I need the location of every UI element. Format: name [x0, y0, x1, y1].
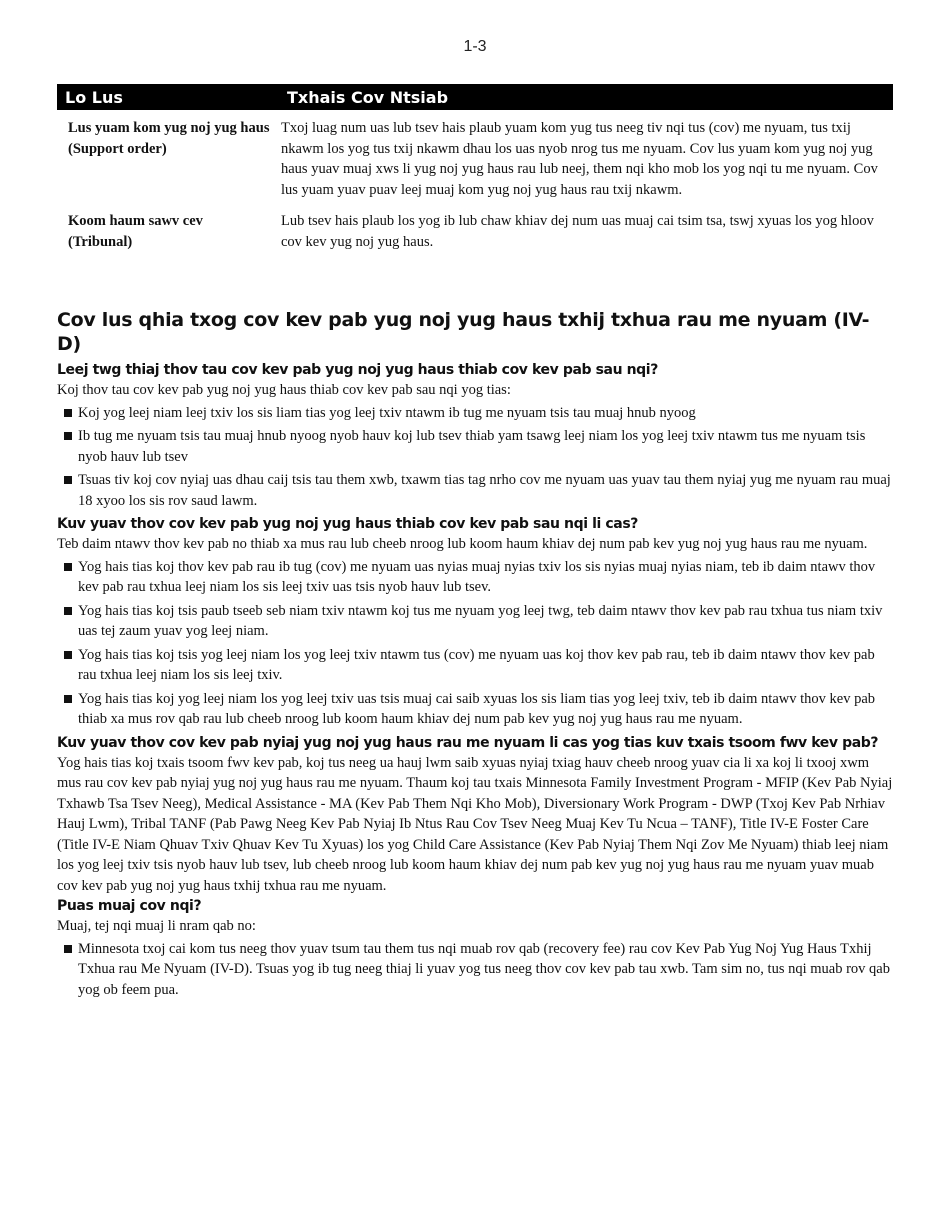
bullet-list — [57, 939, 893, 1001]
square-bullet-icon — [64, 476, 72, 484]
question-intro: Teb daim ntawv thov kev pab no thiab xa mus rau lub cheeb nroog lub koom haum khiav dej num pab kev yug noj yug haus rau me nyuam. — [57, 536, 868, 552]
list-item-text: Koj yog leej niam leej txiv los sis liam tias yog leej txiv ntawm ib tug me nyuam tsis tau muaj hnub nyoog — [78, 404, 696, 421]
list-item — [57, 557, 893, 598]
square-bullet-icon — [64, 695, 72, 703]
question-heading: Kuv yuav thov cov kev pab yug noj yug haus thiab cov kev pab sau nqi li cas? — [57, 516, 638, 532]
header-term: Lo Lus — [65, 87, 123, 107]
bullet-list — [57, 403, 893, 512]
question-heading: Leej twg thiaj thov tau cov kev pab yug noj yug haus thiab cov kev pab sau nqi? — [57, 362, 658, 378]
terms-table — [57, 84, 893, 253]
page-number: 1-3 — [463, 38, 487, 55]
square-bullet-icon — [64, 651, 72, 659]
bullet-list — [57, 557, 893, 730]
definition-cell: Txoj luag num uas lub tsev hais plaub yuam kom yug tus neeg tiv nqi tus (cov) me nyuam, tus txij nkawm los yog tus txij nkawm dhau los uas nyob nrog tus me nyuam. Cov lus yuam kom yug noj yug haus yuav muaj xws li yug noj yug haus rau lub neej, them nqi kho mob los yog nqi tu me nyuam. Cov lus yuam yuav puav leej muaj kom yug noj yug haus rau txij nkawm. — [281, 120, 878, 198]
list-item — [57, 689, 893, 730]
list-item-text: Minnesota txoj cai kom tus neeg thov yuav tsum tau them tus nqi muab rov qab (recovery fee) rau cov Kev Pab Yug Noj Yug Haus Txhij Txhua rau Me Nyuam (IV-D). Tsuas yog ib tug neeg thiaj li yuav yog tus neeg thov cov kev pab tau xwb. Tam sim no, tus nqi muab rov qab yog ob feem pua. — [78, 940, 890, 998]
list-item — [57, 426, 893, 467]
table-row — [57, 118, 893, 200]
question-body: Yog hais tias koj txais tsoom fwv kev pab, koj tus neeg ua hauj lwm saib xyuas nyiaj txiag hauv cheeb nroog yuav cia li xa koj li txooj xwm mus rau cov kev pab nyiaj yug noj yug haus rau me nyuam. Thaum koj tau txais Minnesota Family Investment Program - MFIP (Kev Pab Nyiaj Txhawb Tsa Tsev Neeg), Medical Assistance - MA (Kev Pab Them Nqi Kho Mob), Diversionary Work Program - DWP (Txoj Kev Pab Nrhiav Hauj Lwm), Tribal TANF (Pab Pawg Neeg Kev Pab Nyiaj Ib Ntus Rau Cov Tsev Neeg Muaj Kev Tu Ncua – TANF), Title IV-E Foster Care (Title IV-E Niam Qhuav Txiv Qhuav Kev Tu Xyuas) los yog Child Care Assistance (Kev Pab Nyiaj Them Nqi Zov Me Nyuam) thiab leej niam los yog leej txiv tsis nyob hauv lub tsev, lub cheeb nroog lub koom haum khiav dej num pab kev yug noj yug haus rau me nyuam yuav muab cov kev pab yug noj yug haus txhij txhua rau me nyuam. — [57, 754, 893, 894]
list-item-text: Tsuas tiv koj cov nyiaj uas dhau caij tsis tau them xwb, txawm tias tag nrho cov me nyuam uas yuav tau them nyiaj yug me nyuam rau muaj 18 xyoo los sis rov saud lawm. — [78, 472, 891, 509]
terms-table-header — [57, 84, 893, 110]
square-bullet-icon — [64, 563, 72, 571]
square-bullet-icon — [64, 432, 72, 440]
question-intro: Muaj, tej nqi muaj li nram qab no: — [57, 918, 256, 934]
list-item — [57, 601, 893, 642]
list-item-text: Yog hais tias koj yog leej niam los yog leej txiv uas tsis muaj cai saib xyuas los sis liam tias yog leej txiv, teb ib daim ntawv thov kev pab thiab xa mus rov qab rau lub cheeb nroog lub koom haum khiav dej num pab kev yug noj yug haus rau me nyuam. — [78, 690, 876, 727]
term-cell: Lus yuam kom yug noj yug haus (Support order) — [68, 120, 270, 157]
square-bullet-icon — [64, 409, 72, 417]
header-definition: Txhais Cov Ntsiab — [287, 87, 449, 107]
square-bullet-icon — [64, 607, 72, 615]
term-cell: Koom haum sawv cev (Tribunal) — [68, 213, 203, 250]
square-bullet-icon — [64, 945, 72, 953]
list-item-text: Ib tug me nyuam tsis tau muaj hnub nyoog nyob hauv koj lub tsev thiab yam tsawg leej niam los yog leej txiv ntawm tus me nyuam tsis nyob hauv lub tsev — [78, 428, 866, 465]
list-item — [57, 470, 893, 511]
list-item — [57, 645, 893, 686]
question-intro: Koj thov tau cov kev pab yug noj yug haus thiab cov kev pab sau nqi yog tias: — [57, 382, 511, 398]
list-item-text: Yog hais tias koj tsis yog leej niam los yog leej txiv ntawm tus (cov) me nyuam uas koj thov kev pab rau, teb ib daim ntawv thov kev pab rau txhua leej niam los sis leej txiv. — [78, 646, 875, 683]
definition-cell: Lub tsev hais plaub los yog ib lub chaw khiav dej num uas muaj cai tsim tsa, tswj xyuas los yog hloov cov kev yug noj yug haus. — [281, 213, 874, 250]
section-title: Cov lus qhia txog cov kev pab yug noj yug haus txhij txhua rau me nyuam (IV-D) — [57, 309, 870, 355]
question-heading: Puas muaj cov nqi? — [57, 898, 202, 914]
question-heading: Kuv yuav thov cov kev pab nyiaj yug noj yug haus rau me nyuam li cas yog tias kuv txais tsoom fwv kev pab? — [57, 734, 879, 751]
list-item-text: Yog hais tias koj tsis paub tseeb seb niam txiv ntawm koj tus me nyuam yog leej twg, teb daim ntawv thov kev pab rau txhua tus niam txiv uas tej zaum yuav yog leej niam. — [78, 602, 883, 639]
table-row — [57, 211, 893, 253]
list-item — [57, 403, 893, 424]
list-item — [57, 939, 893, 1001]
main-content — [57, 308, 893, 1003]
list-item-text: Yog hais tias koj thov kev pab rau ib tug (cov) me nyuam uas nyias muaj nyias txiv los sis nyias muaj nyias niam, teb ib daim ntawv thov kev pab rau txhua leej niam los sis leej txiv uas tsis nyob hauv lub tsev. — [78, 558, 876, 595]
